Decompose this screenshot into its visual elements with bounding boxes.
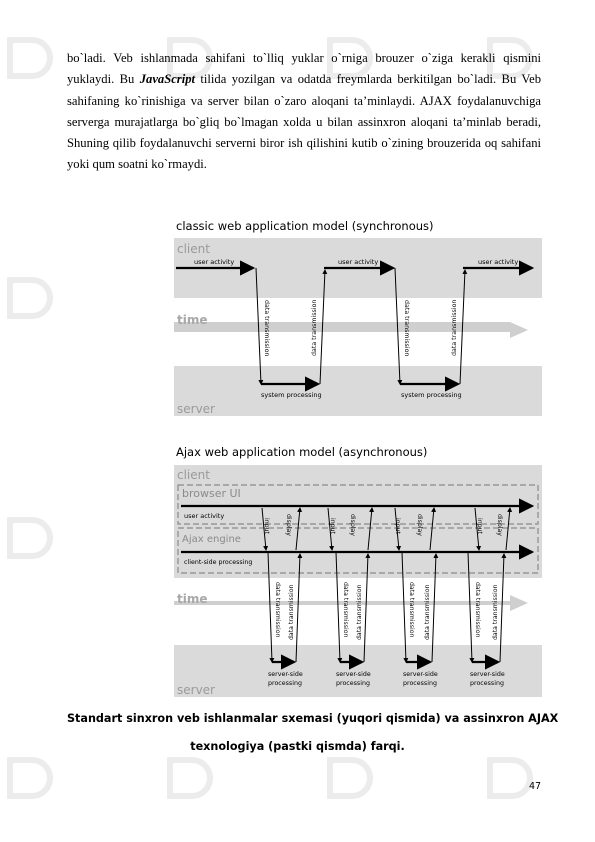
- bottom-data-transmission-2: data transmission: [288, 584, 295, 640]
- top-server-band: [174, 366, 542, 416]
- bottom-server-label: server: [177, 683, 215, 697]
- server-side-processing-2b: processing: [336, 680, 370, 687]
- server-side-processing-3b: processing: [403, 680, 437, 687]
- paragraph-part2: tilida yozilgan va odatda freymlarda berkitilgan bo`ladi. Bu Veb sahifaning ko`rinishiga va server bilan o`zaro aloqani ta’minlaydi. AJAX foydalanuvchiga serverga murajatlarga bo`gliq bo`lmagan xolda u bilan assinxron aloqani ta’minlab beradi, Shuning qilib foydalanuvchi serverni biror ish qilishini kutib o`zining brouzerida oq sahifani yoki qum soatni ko`rmaydi.: [67, 72, 541, 172]
- browser-ui-label: browser UI: [182, 487, 241, 500]
- paragraph-part1: bo`ladi. Veb ishlanmada sahifani to`lliq yuklar o`rniga brouzer o`ziga kerakli qismini yuklaydi. Bu: [67, 51, 541, 87]
- server-side-processing-3a: server-side: [403, 671, 438, 678]
- top-data-transmission-3: data transmission: [403, 300, 410, 357]
- input-1: input: [263, 518, 270, 534]
- server-side-processing-4b: processing: [470, 680, 504, 687]
- top-data-transmission-1: data transmission: [263, 300, 270, 357]
- top-user-activity-1: user activity: [194, 258, 235, 266]
- display-2: display: [349, 514, 356, 536]
- paragraph-emphasis: JavaScript: [139, 72, 196, 87]
- caption-line-2: texnologiya (pastki qismda) farqi.: [190, 740, 405, 753]
- ajax-engine-label: Ajax engine: [182, 534, 241, 545]
- bottom-data-transmission-6: data transmission: [424, 584, 431, 640]
- bottom-data-transmission-1: data transmission: [274, 582, 281, 638]
- server-side-processing-1a: server-side: [268, 671, 303, 678]
- input-3: input: [394, 518, 401, 534]
- top-data-transmission-4: data transmission: [451, 299, 458, 356]
- top-system-processing-2: system processing: [401, 391, 462, 399]
- display-4: display: [496, 514, 503, 536]
- top-time-label: time: [177, 313, 208, 327]
- bottom-diagram-title: Ajax web application model (asynchronous): [176, 445, 428, 459]
- bottom-data-transmission-3: data transmission: [342, 582, 349, 638]
- bottom-time-arrow: [510, 595, 528, 611]
- display-3: display: [416, 514, 423, 536]
- top-user-activity-2: user activity: [338, 258, 379, 266]
- bottom-user-activity: user activity: [184, 512, 225, 520]
- client-side-processing: client-side processing: [184, 559, 253, 566]
- bottom-client-label: client: [177, 468, 210, 482]
- top-data-transmission-2: data transmission: [311, 299, 318, 356]
- bottom-data-transmission-7: data transmission: [474, 582, 481, 638]
- top-server-label: server: [177, 402, 215, 416]
- bottom-time-label: time: [177, 592, 208, 606]
- caption-line-1: Standart sinxron veb ishlanmalar sxemasi (yuqori qismida) va assinxron AJAX: [67, 712, 559, 725]
- top-system-processing-1: system processing: [261, 391, 322, 399]
- page-number: 47: [529, 781, 542, 792]
- display-1: display: [285, 514, 292, 536]
- top-user-activity-3: user activity: [478, 258, 519, 266]
- server-side-processing-2a: server-side: [336, 671, 371, 678]
- bottom-data-transmission-8: data transmission: [492, 584, 499, 640]
- server-side-processing-4a: server-side: [470, 671, 505, 678]
- top-diagram-title: classic web application model (synchronous): [176, 219, 434, 233]
- bottom-data-transmission-5: data transmission: [408, 582, 415, 638]
- top-client-label: client: [177, 242, 210, 256]
- input-2: input: [329, 518, 336, 534]
- input-4: input: [476, 518, 483, 534]
- server-side-processing-1b: processing: [268, 680, 302, 687]
- bottom-data-transmission-4: data transmission: [356, 584, 363, 640]
